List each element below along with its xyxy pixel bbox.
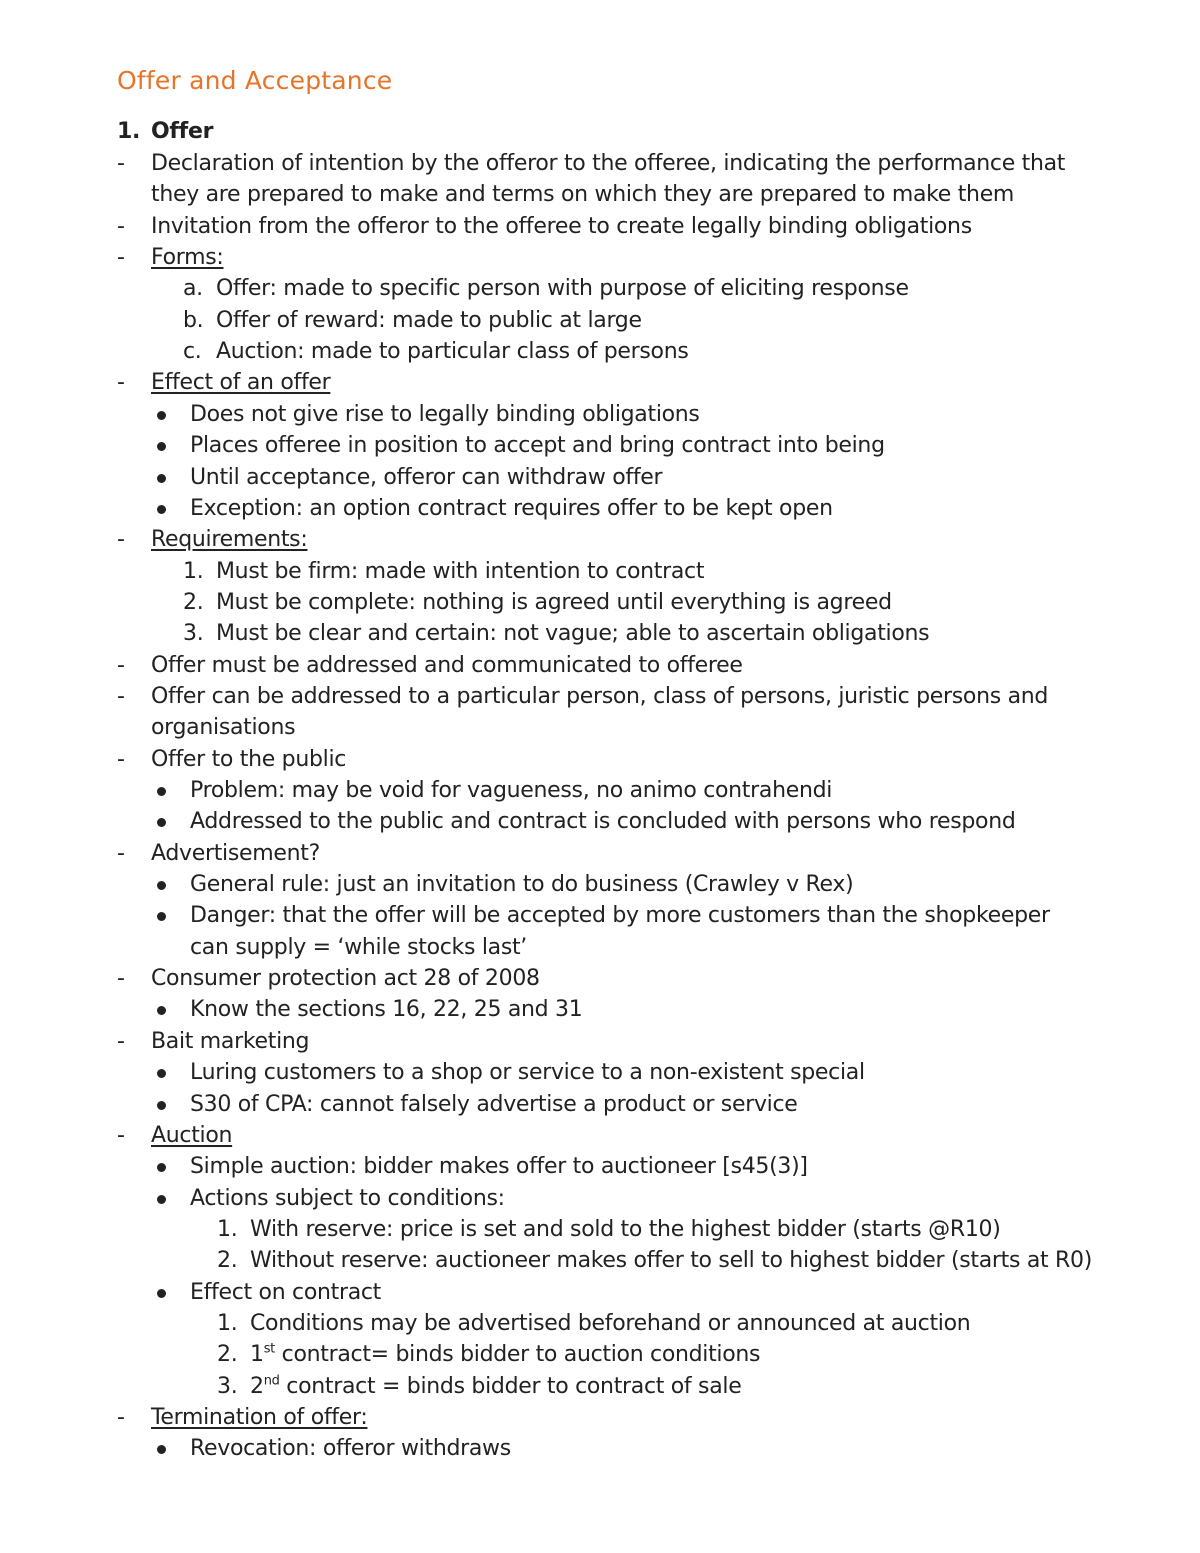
dash-marker: - (117, 652, 125, 678)
list-item (0, 775, 1200, 806)
list-item (0, 806, 1200, 837)
list-item (0, 1151, 1200, 1182)
dash-marker: - (117, 151, 125, 176)
list-item-text: Advertisement? (151, 840, 320, 866)
list-item-text: Until acceptance, offeror can withdraw offer (190, 464, 663, 490)
list-item (0, 963, 1200, 994)
list-item-text: Termination of offer: (151, 1405, 368, 1430)
list-item-text: Conditions may be advertised beforehand or announced at auction (250, 1310, 971, 1336)
list-item-text (250, 1371, 741, 1402)
section-number: 1. (117, 119, 141, 144)
list-item (0, 1339, 1200, 1370)
ordinal-text: contract = binds bidder to contract of sale (279, 1373, 742, 1399)
list-item (0, 524, 1200, 555)
list-item (0, 211, 1200, 242)
list-item (0, 493, 1200, 524)
list-item (0, 900, 1200, 931)
list-item-text: Requirements: (151, 527, 308, 553)
list-item (0, 1214, 1200, 1245)
bullet-icon (157, 1069, 166, 1078)
bullet-icon (157, 787, 166, 796)
list-marker: 2. (183, 589, 204, 615)
list-marker: 2. (217, 1342, 238, 1368)
list-item-text: Effect of an offer (151, 370, 331, 396)
list-item (0, 430, 1200, 461)
list-item (0, 462, 1200, 493)
list-item (0, 1057, 1200, 1088)
list-item (0, 932, 1200, 963)
dash-marker: - (117, 746, 125, 772)
list-item (0, 148, 1200, 179)
list-item-text: Offer to the public (151, 746, 347, 772)
bullet-icon (157, 1101, 166, 1110)
list-marker: a. (183, 276, 203, 302)
ordinal-suffix: nd (263, 1373, 280, 1389)
list-item-text (250, 1339, 760, 1370)
list-marker: b. (183, 307, 204, 333)
bullet-icon (157, 505, 166, 514)
dash-marker: - (117, 370, 125, 396)
section-heading (0, 116, 1200, 147)
list-item-text: Exception: an option contract requires offer to be kept open (190, 495, 833, 521)
list-item (0, 587, 1200, 618)
list-item-text: Without reserve: auctioneer makes offer to sell to highest bidder (starts at R0) (250, 1248, 1093, 1274)
list-item (0, 1089, 1200, 1120)
dash-marker: - (117, 683, 125, 709)
list-item-text: Know the sections 16, 22, 25 and 31 (190, 997, 583, 1023)
list-item-text: Does not give rise to legally binding obligations (190, 401, 700, 427)
list-item-text: Declaration of intention by the offeror to the offeree, indicating the performance that (151, 151, 1066, 176)
list-item-text: Effect on contract (190, 1279, 382, 1305)
list-item (0, 1402, 1200, 1433)
list-item-text: Must be firm: made with intention to contract (216, 558, 705, 584)
ordinal-number: 2 (250, 1373, 264, 1399)
list-item (0, 399, 1200, 430)
list-item-text: S30 of CPA: cannot falsely advertise a product or service (190, 1091, 798, 1117)
dash-marker: - (117, 527, 125, 553)
list-item-text: Problem: may be void for vagueness, no animo contrahendi (190, 778, 833, 803)
list-item-text: Places offeree in position to accept and bring contract into being (190, 433, 885, 459)
list-item-text: Bait marketing (151, 1028, 310, 1054)
list-item (0, 869, 1200, 900)
list-item-text: Consumer protection act 28 of 2008 (151, 966, 540, 992)
dash-marker: - (117, 213, 125, 239)
list-item (0, 556, 1200, 587)
list-marker: 3. (183, 621, 204, 647)
list-item (0, 1245, 1200, 1276)
dash-marker: - (117, 1405, 125, 1430)
list-item-text: Invitation from the offeror to the offeree to create legally binding obligations (151, 213, 972, 239)
list-item (0, 1277, 1200, 1308)
list-item (0, 1026, 1200, 1057)
bullet-icon (157, 1445, 166, 1454)
list-item-text: Forms: (151, 245, 224, 271)
list-item-text: Offer of reward: made to public at large (216, 307, 642, 333)
page-title: Offer and Acceptance (117, 66, 393, 95)
list-item (0, 744, 1200, 775)
section-title: Offer (151, 119, 214, 144)
dash-marker: - (117, 840, 125, 866)
ordinal-suffix: st (263, 1341, 275, 1357)
bullet-icon (157, 1163, 166, 1172)
list-marker: 1. (217, 1216, 238, 1242)
dash-marker: - (117, 245, 125, 271)
list-item-text: Actions subject to conditions: (190, 1185, 505, 1211)
list-item-text: they are prepared to make and terms on which they are prepared to make them (151, 182, 1015, 208)
list-item-text: Auction: made to particular class of persons (216, 339, 689, 365)
list-item (0, 367, 1200, 398)
bullet-icon (157, 1195, 166, 1204)
list-marker: 3. (217, 1373, 238, 1399)
bullet-icon (157, 442, 166, 451)
list-item-text: Addressed to the public and contract is concluded with persons who respond (190, 809, 1016, 835)
list-item-text: Offer must be addressed and communicated to offeree (151, 652, 743, 678)
list-item (0, 273, 1200, 304)
list-item (0, 1433, 1200, 1464)
list-marker: c. (183, 339, 202, 365)
list-item (0, 305, 1200, 336)
bullet-icon (157, 912, 166, 921)
list-item-text: Must be complete: nothing is agreed until everything is agreed (216, 589, 892, 615)
list-item-text: Revocation: offeror withdraws (190, 1436, 511, 1462)
ordinal-number: 1 (250, 1342, 264, 1368)
list-item (0, 994, 1200, 1025)
list-item (0, 650, 1200, 681)
bullet-icon (157, 1289, 166, 1298)
list-item (0, 1183, 1200, 1214)
bullet-icon (157, 411, 166, 420)
list-marker: 2. (217, 1248, 238, 1274)
list-item-text: Luring customers to a shop or service to a non-existent special (190, 1060, 865, 1086)
list-marker: 1. (217, 1310, 238, 1336)
list-item (0, 336, 1200, 367)
list-item (0, 1120, 1200, 1151)
dash-marker: - (117, 966, 125, 992)
list-item-text: General rule: just an invitation to do business (Crawley v Rex) (190, 872, 854, 898)
list-item (0, 1371, 1200, 1402)
list-item (0, 838, 1200, 869)
list-item-text: Auction (151, 1122, 233, 1148)
list-item (0, 712, 1200, 743)
list-item (0, 242, 1200, 273)
list-item-text: Offer: made to specific person with purpose of eliciting response (216, 276, 909, 302)
list-marker: 1. (183, 558, 204, 584)
list-item (0, 179, 1200, 210)
list-item-text: Must be clear and certain: not vague; able to ascertain obligations (216, 621, 930, 647)
list-item-text: organisations (151, 715, 296, 741)
dash-marker: - (117, 1028, 125, 1054)
bullet-icon (157, 1006, 166, 1015)
list-item (0, 1308, 1200, 1339)
list-item-text: can supply = ‘while stocks last’ (190, 934, 527, 960)
list-item (0, 618, 1200, 649)
bullet-icon (157, 881, 166, 890)
list-item-text: With reserve: price is set and sold to the highest bidder (starts @R10) (250, 1216, 1001, 1242)
list-item-text: Offer can be addressed to a particular person, class of persons, juristic persons and (151, 683, 1049, 709)
list-item (0, 681, 1200, 712)
bullet-icon (157, 474, 166, 483)
bullet-icon (157, 818, 166, 827)
list-item-text: Simple auction: bidder makes offer to auctioneer [s45(3)] (190, 1154, 808, 1180)
ordinal-text: contract= binds bidder to auction conditions (274, 1342, 761, 1368)
dash-marker: - (117, 1122, 125, 1148)
list-item-text: Danger: that the offer will be accepted by more customers than the shopkeeper (190, 903, 1050, 929)
